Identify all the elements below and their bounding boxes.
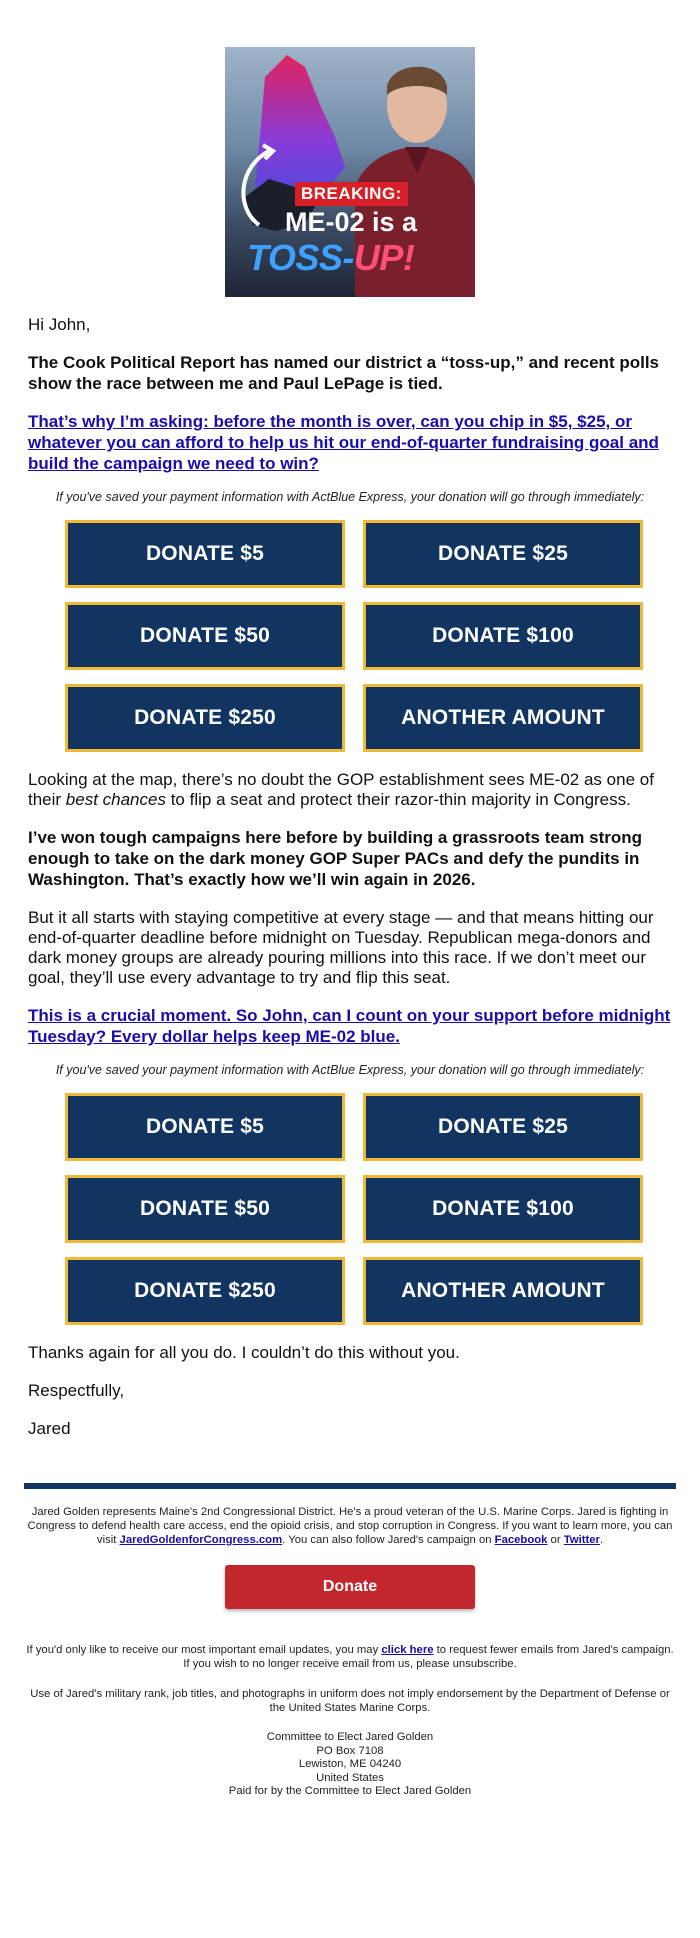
footer-donate-button[interactable]: Donate xyxy=(225,1565,475,1609)
donate-5-button[interactable]: DONATE $5 xyxy=(65,520,345,588)
mailing-address: Committee to Elect Jared Golden PO Box 7108 Lewiston, ME 04240 United States Paid for by the Committee to Elect Jared Golden xyxy=(26,1731,674,1799)
grassroots-paragraph: I’ve won tough campaigns here before by building a grassroots team strong enough to take on the dark money GOP Super PACs and defy the pundits in Washington. That’s exactly how we’ll win again in 2026. xyxy=(28,828,642,889)
hero-headline: ME-02 is a xyxy=(285,207,418,237)
footer-divider xyxy=(24,1483,676,1489)
military-disclaimer: Use of Jared's military rank, job titles, and photographs in uniform does not imply endorsement by the Department of Defense or the United States Marine Corps. xyxy=(30,1688,670,1714)
crucial-link[interactable]: This is a crucial moment. So John, can I count on your support before midnight Tuesday? Every dollar helps keep ME-02 blue. xyxy=(28,1006,671,1046)
thanks-text: Thanks again for all you do. I couldn’t do this without you. xyxy=(28,1343,460,1362)
donate-250-button[interactable]: DONATE $250 xyxy=(65,1257,345,1325)
greeting: Hi John, xyxy=(28,315,91,334)
another-amount-button[interactable]: ANOTHER AMOUNT xyxy=(363,1257,643,1325)
donate-50-button[interactable]: DONATE $50 xyxy=(65,602,345,670)
express-note-2: If you've saved your payment information with ActBlue Express, your donation will go through immediately: xyxy=(55,1063,645,1077)
twitter-link[interactable]: Twitter xyxy=(563,1534,600,1546)
best-chances-emphasis: best chances xyxy=(65,790,166,809)
map-paragraph: Looking at the map, there’s no doubt the GOP establishment sees ME-02 as one of their best chances to flip a seat and protect their razor-thin majority in Congress. xyxy=(28,770,654,809)
ask-link[interactable]: That’s why I’m asking: before the month is over, can you chip in $5, $25, or whatever you can afford to help us hit our end-of-quarter fundraising goal and build the campaign we need to win? xyxy=(28,412,659,473)
fewer-emails-paragraph: If you'd only like to receive our most important email updates, you may click here to request fewer emails from Jared's campaign. If you wish to no longer receive email from us, please unsubscribe. xyxy=(26,1644,674,1670)
tossup-part-a: TOSS- xyxy=(247,237,354,278)
donate-25-button[interactable]: DONATE $25 xyxy=(363,1093,643,1161)
donate-250-button[interactable]: DONATE $250 xyxy=(65,684,345,752)
website-link[interactable]: JaredGoldenforCongress.com xyxy=(119,1534,283,1546)
donate-5-button[interactable]: DONATE $5 xyxy=(65,1093,345,1161)
bio-paragraph: Jared Golden represents Maine's 2nd Congressional District. He's a proud veteran of the U.S. Marine Corps. Jared is fighting in Congress to defend health care access, end the opioid crisis, and stop corruption in Congress. If you want to learn more, you can visit JaredGoldenforCongress.com. You can also follow Jared's campaign on Facebook or Twitter. xyxy=(27,1506,673,1546)
click-here-link[interactable]: click here xyxy=(381,1644,434,1656)
breaking-label: BREAKING: xyxy=(295,182,408,206)
donate-grid-1 xyxy=(65,520,635,752)
tossup-text xyxy=(247,237,414,279)
hero-image xyxy=(225,47,475,297)
donate-50-button[interactable]: DONATE $50 xyxy=(65,1175,345,1243)
donate-100-button[interactable]: DONATE $100 xyxy=(363,1175,643,1243)
donate-25-button[interactable]: DONATE $25 xyxy=(363,520,643,588)
signature: Jared xyxy=(28,1419,71,1438)
respectfully-text: Respectfully, xyxy=(28,1381,125,1400)
deadline-paragraph: But it all starts with staying competitive at every stage — and that means hitting our end-of-quarter deadline before midnight on Tuesday. Republican mega-donors and dark money groups are already pouring millions into this race. If we don’t meet our goal, they’ll use every advantage to try and flip this seat. xyxy=(28,908,654,987)
donate-grid-2 xyxy=(65,1093,635,1325)
another-amount-button[interactable]: ANOTHER AMOUNT xyxy=(363,684,643,752)
intro-paragraph: The Cook Political Report has named our district a “toss-up,” and recent polls show the race between me and Paul LePage is tied. xyxy=(28,353,659,393)
paid-for-disclaimer: Paid for by the Committee to Elect Jared Golden xyxy=(228,1785,472,1797)
tossup-part-b: UP! xyxy=(353,237,415,278)
express-note: If you've saved your payment information with ActBlue Express, your donation will go through immediately: xyxy=(55,490,645,504)
footer xyxy=(0,1505,700,1799)
facebook-link[interactable]: Facebook xyxy=(494,1534,548,1546)
donate-100-button[interactable]: DONATE $100 xyxy=(363,602,643,670)
